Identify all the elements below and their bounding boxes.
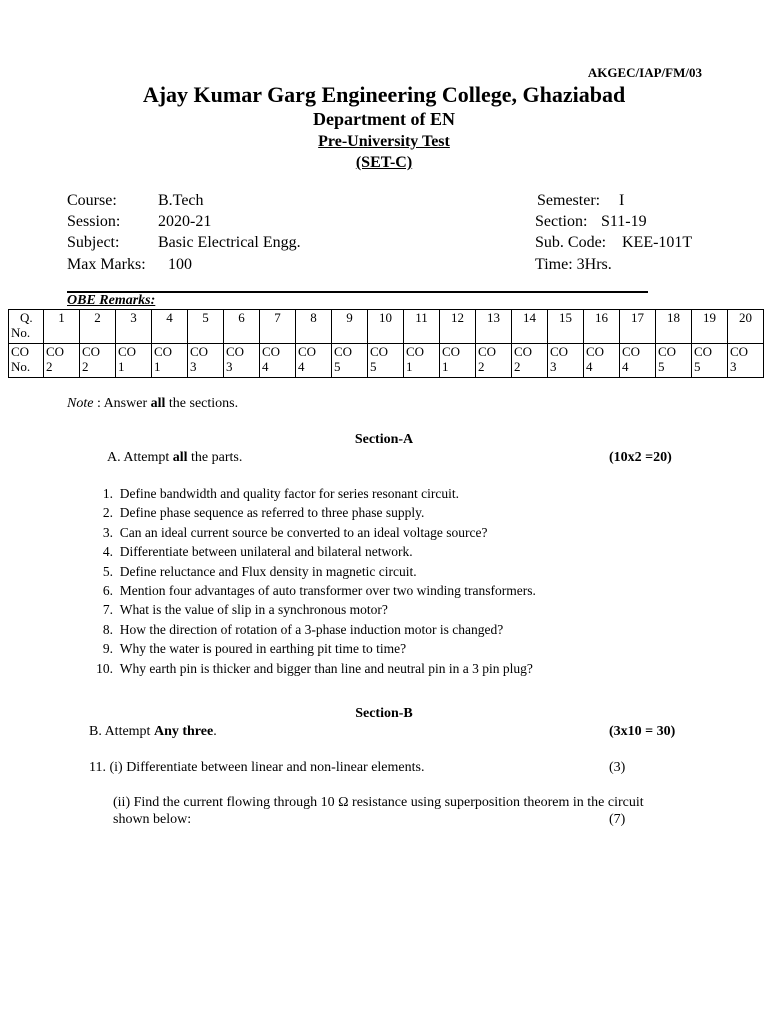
test-name: Pre-University Test bbox=[318, 133, 450, 150]
question-number: 9. bbox=[102, 641, 113, 657]
co-number-cell: CO 4 bbox=[296, 344, 332, 378]
question-number: 5. bbox=[102, 563, 113, 579]
question-item bbox=[89, 503, 536, 522]
section-a-questions bbox=[89, 484, 536, 678]
question-number-cell: 9 bbox=[332, 310, 368, 344]
question-text: Mention four advantages of auto transformer over two winding transformers. bbox=[119, 582, 536, 598]
co-number-cell: CO 3 bbox=[548, 344, 584, 378]
co-number-cell: CO 2 bbox=[512, 344, 548, 378]
question-text: What is the value of slip in a synchronous motor? bbox=[119, 602, 388, 618]
question-number-cell: 5 bbox=[188, 310, 224, 344]
section-a-instruction: A. Attempt all the parts. bbox=[107, 450, 243, 465]
question-number-cell: 13 bbox=[476, 310, 512, 344]
question-item bbox=[89, 581, 536, 600]
question-number-cell: 2 bbox=[80, 310, 116, 344]
co-number-cell: CO 5 bbox=[368, 344, 404, 378]
co-number-cell: CO 1 bbox=[404, 344, 440, 378]
co-no-header: CO No. bbox=[9, 344, 44, 378]
question-11-part-1-marks: (3) bbox=[609, 760, 626, 775]
question-11-part-2-marks: (7) bbox=[609, 812, 626, 827]
section-label: Section: bbox=[535, 213, 588, 230]
section-value: S11-19 bbox=[601, 213, 647, 230]
question-11-part-2-line-2: shown below: bbox=[113, 812, 192, 827]
co-number-cell: CO 4 bbox=[620, 344, 656, 378]
question-text: Can an ideal current source be converted to an ideal voltage source? bbox=[119, 524, 488, 540]
question-number-cell: 7 bbox=[260, 310, 296, 344]
question-number-row bbox=[9, 310, 764, 344]
note-label: Note bbox=[67, 396, 94, 411]
question-number-cell: 15 bbox=[548, 310, 584, 344]
question-item bbox=[89, 620, 536, 639]
co-number-cell: CO 1 bbox=[152, 344, 188, 378]
question-number-cell: 1 bbox=[44, 310, 80, 344]
question-number: 10. bbox=[96, 660, 113, 676]
time-text: Time: 3Hrs. bbox=[535, 256, 612, 273]
question-number: 2. bbox=[102, 505, 113, 521]
question-number: 6. bbox=[102, 582, 113, 598]
max-marks-label: Max Marks: bbox=[67, 256, 146, 273]
co-number-cell: CO 5 bbox=[692, 344, 728, 378]
co-number-cell: CO 3 bbox=[188, 344, 224, 378]
question-number-cell: 4 bbox=[152, 310, 188, 344]
semester-value: I bbox=[619, 192, 625, 209]
question-number: 4. bbox=[102, 544, 113, 560]
co-number-cell: CO 5 bbox=[332, 344, 368, 378]
question-item bbox=[89, 484, 536, 503]
question-text: Why the water is poured in earthing pit time to time? bbox=[119, 641, 407, 657]
question-11-part-1: 11. (i) Differentiate between linear and non-linear elements. bbox=[89, 760, 425, 775]
question-item bbox=[89, 659, 536, 678]
question-item bbox=[89, 600, 536, 619]
question-number-cell: 14 bbox=[512, 310, 548, 344]
set-label: (SET-C) bbox=[355, 154, 413, 171]
session-label: Session: bbox=[67, 213, 121, 230]
question-text: Define bandwidth and quality factor for series resonant circuit. bbox=[119, 486, 460, 501]
section-b-title: Section-B bbox=[355, 706, 413, 721]
question-number-cell: 6 bbox=[224, 310, 260, 344]
question-number-cell: 19 bbox=[692, 310, 728, 344]
question-text: Why earth pin is thicker and bigger than line and neutral pin in a 3 pin plug? bbox=[119, 660, 533, 676]
co-number-cell: CO 4 bbox=[260, 344, 296, 378]
co-number-cell: CO 2 bbox=[476, 344, 512, 378]
co-number-cell: CO 2 bbox=[44, 344, 80, 378]
question-number-cell: 18 bbox=[656, 310, 692, 344]
department-name: Department of EN bbox=[313, 109, 455, 129]
question-number: 8. bbox=[102, 621, 113, 637]
co-number-cell: CO 3 bbox=[224, 344, 260, 378]
question-11-part-2-line-1: (ii) Find the current flowing through 10 Ω resistance using superposition theorem in the circuit bbox=[113, 795, 644, 810]
question-text: How the direction of rotation of a 3-phase induction motor is changed? bbox=[119, 621, 504, 637]
question-number: 7. bbox=[102, 602, 113, 618]
question-item bbox=[89, 542, 536, 561]
co-number-cell: CO 5 bbox=[656, 344, 692, 378]
question-text: Differentiate between unilateral and bilateral network. bbox=[119, 544, 413, 560]
co-number-cell: CO 1 bbox=[440, 344, 476, 378]
question-item bbox=[89, 523, 536, 542]
question-number-cell: 3 bbox=[116, 310, 152, 344]
question-number-cell: 16 bbox=[584, 310, 620, 344]
question-number-cell: 12 bbox=[440, 310, 476, 344]
question-text: Define reluctance and Flux density in magnetic circuit. bbox=[119, 563, 417, 579]
obe-remarks-label: OBE Remarks: bbox=[67, 293, 156, 308]
course-label: Course: bbox=[67, 192, 117, 209]
co-number-cell: CO 2 bbox=[80, 344, 116, 378]
form-number: AKGEC/IAP/FM/03 bbox=[587, 65, 702, 80]
q-no-header: Q. No. bbox=[9, 310, 44, 344]
section-a-title: Section-A bbox=[354, 432, 414, 447]
co-number-cell: CO 3 bbox=[728, 344, 764, 378]
question-number-cell: 10 bbox=[368, 310, 404, 344]
max-marks-value: 100 bbox=[168, 256, 192, 273]
co-number-cell: CO 1 bbox=[116, 344, 152, 378]
college-name: Ajay Kumar Garg Engineering College, Ghaziabad bbox=[142, 82, 626, 107]
course-value: B.Tech bbox=[158, 192, 204, 209]
semester-label: Semester: bbox=[537, 192, 601, 209]
sub-code-value: KEE-101T bbox=[622, 234, 693, 251]
co-number-row bbox=[9, 344, 764, 378]
section-b-marks: (3x10 = 30) bbox=[609, 724, 676, 739]
question-item bbox=[89, 639, 536, 658]
section-b-instruction: B. Attempt Any three. bbox=[89, 724, 217, 739]
co-number-cell: CO 4 bbox=[584, 344, 620, 378]
question-number-cell: 17 bbox=[620, 310, 656, 344]
note-line: Note : Answer all the sections. bbox=[67, 396, 239, 411]
question-text: Define phase sequence as referred to three phase supply. bbox=[119, 505, 425, 521]
session-value: 2020-21 bbox=[158, 213, 212, 230]
subject-label: Subject: bbox=[67, 234, 120, 251]
co-mapping-table bbox=[8, 309, 764, 378]
question-number: 3. bbox=[102, 524, 113, 540]
question-item bbox=[89, 562, 536, 581]
section-a-marks: (10x2 =20) bbox=[609, 450, 672, 465]
question-number-cell: 20 bbox=[728, 310, 764, 344]
subject-value: Basic Electrical Engg. bbox=[158, 234, 301, 251]
sub-code-label: Sub. Code: bbox=[535, 234, 607, 251]
question-number-cell: 8 bbox=[296, 310, 332, 344]
question-number: 1. bbox=[102, 486, 113, 501]
question-number-cell: 11 bbox=[404, 310, 440, 344]
